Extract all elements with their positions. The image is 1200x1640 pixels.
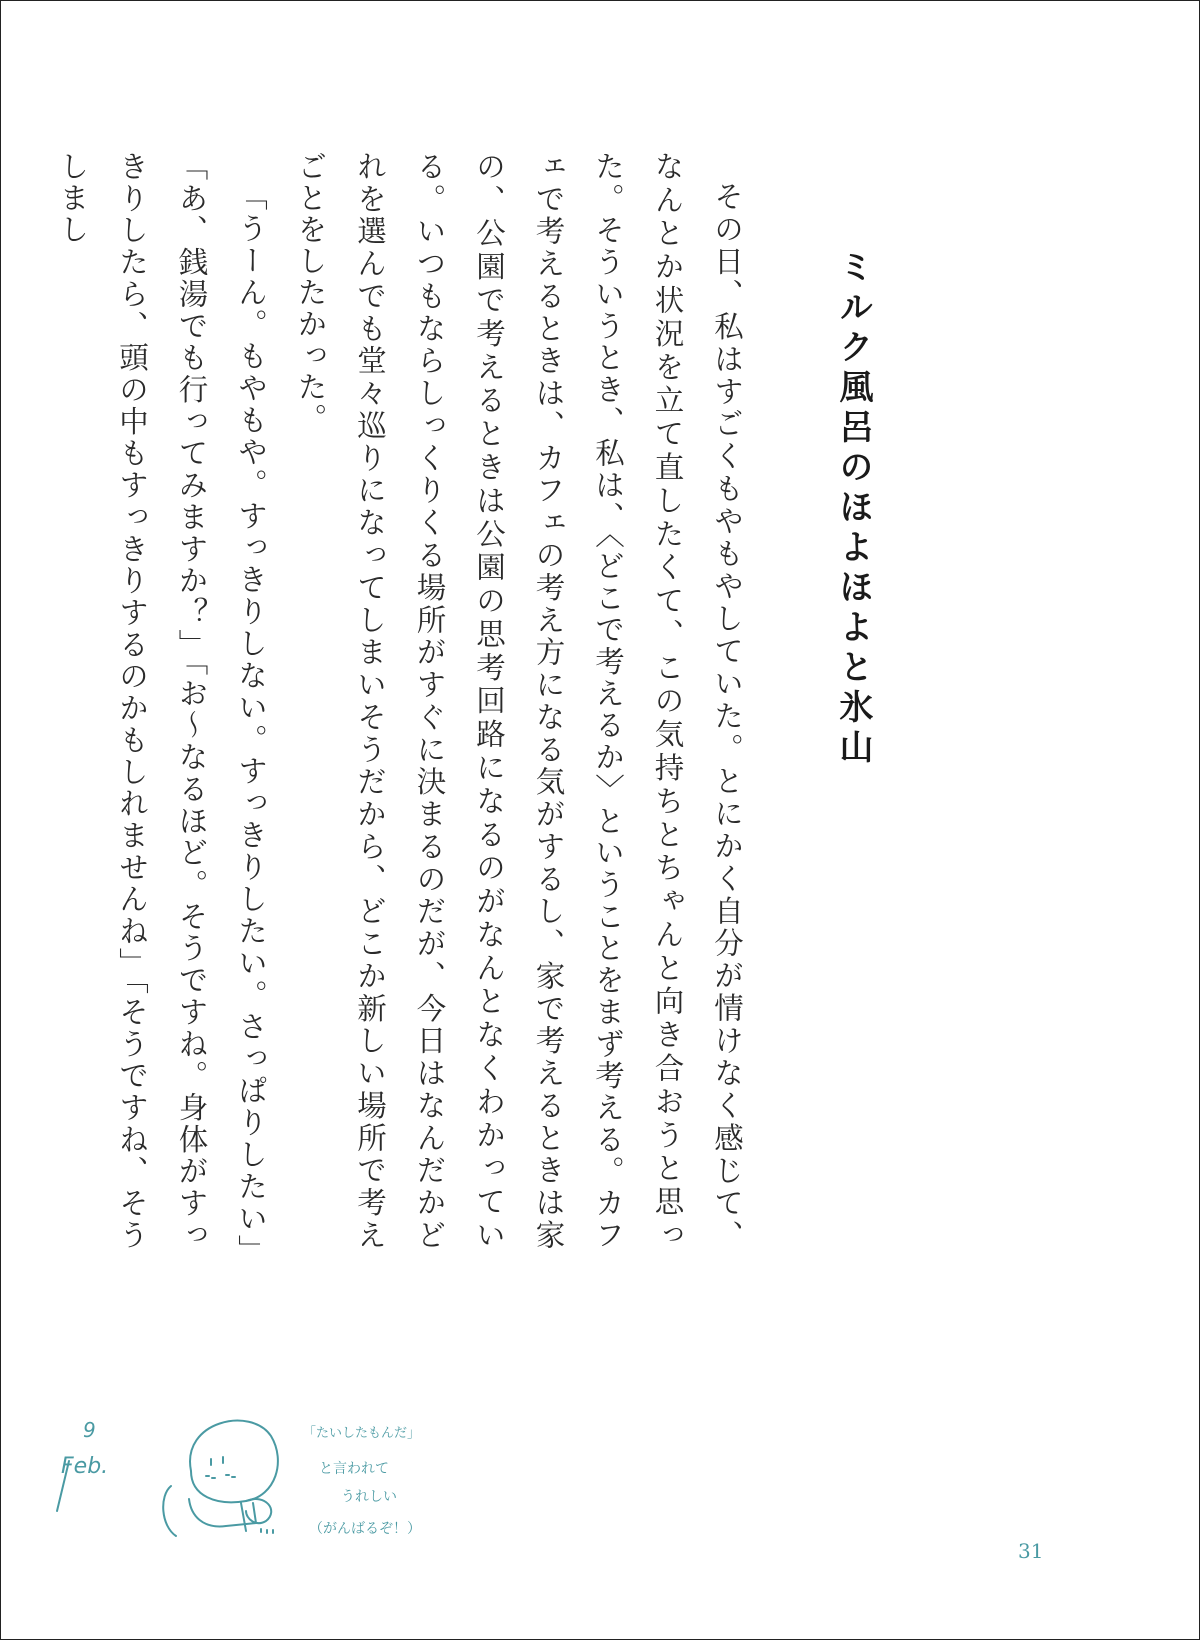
page-number: 31 bbox=[1018, 1539, 1044, 1563]
doodle-note-line1: 「たいしたもんだ」 bbox=[303, 1426, 421, 1441]
paragraph: その日、私はすごくもやもやしていた。とにかく自分が情けなく感じて、なんとか状況を立て直したくて、この気持ちとちゃんと向き合おうと思った。そういうとき、私は、〈どこで考えるか〉ということをまず考える。カフェで考えるときは、カフェの考え方になる気がするし、家で考えるときは家の、公園で考えるときは公園の思考回路になるのがなんとなくわかっている。いつもならしっくりくる場所がすぐに決まるのだが、今日はなんだかどれを選んでも堂々巡りになってしまいそうだから、どこか新しい場所で考えごとをしたかった。 bbox=[293, 151, 744, 1251]
doodle-date-month: Feb. bbox=[61, 1454, 109, 1479]
character-head bbox=[190, 1421, 278, 1503]
body-text bbox=[55, 151, 756, 1251]
paragraph: 「うーん。もやもや。すっきりしない。すっきりしたい。さっぱりしたい」「あ、銭湯でも行ってみますか？」「お〜なるほど。そうですね。身体がすっきりしたら、頭の中もすっきりするのかもしれませんね」「そうですね、そうしまし bbox=[55, 151, 268, 1251]
chapter-title: ミルク風呂のほよほよと氷山 bbox=[833, 249, 873, 769]
doodle-illustration bbox=[41, 1401, 461, 1551]
handwritten-doodle bbox=[41, 1401, 461, 1551]
doodle-date-day: 9 bbox=[83, 1418, 96, 1442]
character-eyes bbox=[211, 1457, 223, 1465]
doodle-note-line3: うれしい bbox=[341, 1489, 397, 1505]
doodle-note-line4: （がんばるぞ！） bbox=[309, 1521, 421, 1537]
character-hand bbox=[246, 1499, 271, 1523]
doodle-note-line2: と言われて bbox=[319, 1461, 389, 1477]
